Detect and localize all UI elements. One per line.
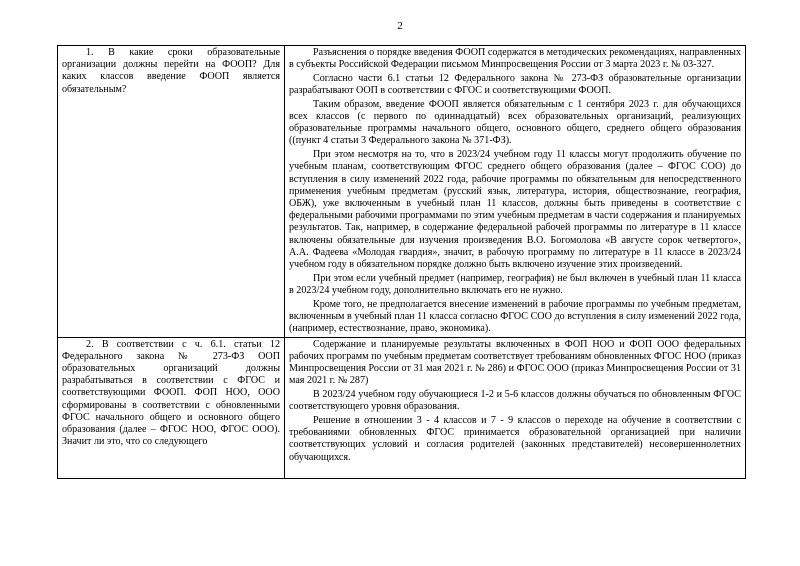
qa-table	[57, 45, 746, 479]
answer-cell	[285, 46, 746, 338]
question-text: 1. В какие сроки образовательные организации должны перейти на ФООП? Для каких классов введение ФООП является обязательным?	[62, 47, 280, 95]
answer-paragraph: Таким образом, введение ФООП является обязательным с 1 сентября 2023 г. для обучающихся всех классов (с первого по одиннадцатый) всех образовательных организаций, реализующих образовательные программы начального общего, основного общего, среднего общего образования ((пункт 4 статьи 3 Федерального закона № 371-ФЗ).	[289, 98, 741, 147]
question-cell	[58, 337, 285, 478]
answer-paragraph: В 2023/24 учебном году обучающиеся 1-2 и 5-6 классов должны обучаться по обновленным ФГОС соответствующего уровня образования.	[289, 388, 741, 413]
answer-paragraph: При этом несмотря на то, что в 2023/24 учебном году 11 классы могут продолжить обучение по учебным планам, соответствующим ФГОС среднего общего образования (далее – ФГОС СОО) до вступления в силу изменений 2022 года, рабочие программы по обязательным для непосредственного применения учебным предметам (русский язык, литература, история, обществознание, география, ОБЖ), уже включенным в учебный план 11 классов, должны быть приведены в соответствие с федеральными рабочими программами по этим учебным предметам в части содержания и планируемых результатов. Так, например, в содержание федеральной рабочей программы по литературе в 11 классе включены обязательные для изучения произведения В.О. Богомолова «В августе сорок четвертого», А.А. Фадеева «Молодая гвардия», значит, в рабочую программу по литературе в 11 классе в 2023/24 учебном году в обязательном порядке должно быть включено изучение этих произведений.	[289, 149, 741, 270]
answer-paragraph: Содержание и планируемые результаты включенных в ФОП НОО и ФОП ООО федеральных рабочих программ по учебным предметам соответствует требованиям обновленных ФГОС НОО (приказ Минпросвещения России от 31 мая 2021 г. № 286) и ФГОС ООО (приказ Минпросвещения России от 31 мая 2021 г. № 287)	[289, 338, 741, 387]
answer-paragraph: При этом если учебный предмет (например, география) не был включен в учебный план 11 класса в 2023/24 учебном году, дополнительно включать его не нужно.	[289, 272, 741, 296]
answer-paragraph: Разъяснения о порядке введения ФООП содержатся в методических рекомендациях, направленных в субъекты Российской Федерации письмом Минпросвещения России от 3 марта 2023 г. № 03-327.	[289, 47, 741, 71]
question-cell	[58, 46, 285, 338]
answer-paragraph: Согласно части 6.1 статьи 12 Федерального закона № 273-ФЗ образовательные организации разрабатывают ООП в соответствии с ФГОС и соответствующими ФООП.	[289, 72, 741, 97]
answer-paragraph: Кроме того, не предполагается внесение изменений в рабочие программы по учебным предметам, включенным в учебный план 11 класса согласно ФГОС СОО до вступления в силу изменений 2022 года, (например, естествознание, право, экономика).	[289, 298, 741, 334]
answer-cell	[285, 337, 746, 478]
table-row	[58, 337, 746, 478]
question-text: 2. В соответствии с ч. 6.1. статьи 12 Федерального закона № 273-ФЗ ООП образовательных организаций должны разрабатываться в соответствии с ФГОС и соответствующими ФООП. ФОП НОО, ООО сформированы в соответствии с обновленными ФГОС начального общего и основного общего образования (далее – ФГОС НОО, ФГОС ООО). Значит ли это, что со следующего	[62, 338, 280, 448]
page-number: 2	[397, 20, 403, 32]
table-row	[58, 46, 746, 338]
answer-paragraph: Решение в отношении 3 - 4 классов и 7 - 9 классов о переходе на обучение в соответствии с требованиями обновленных ФГОС принимается образовательной организацией при наличии соответствующих условий и согласия родителей (законных представителей) несовершеннолетних обучающихся.	[289, 414, 741, 463]
